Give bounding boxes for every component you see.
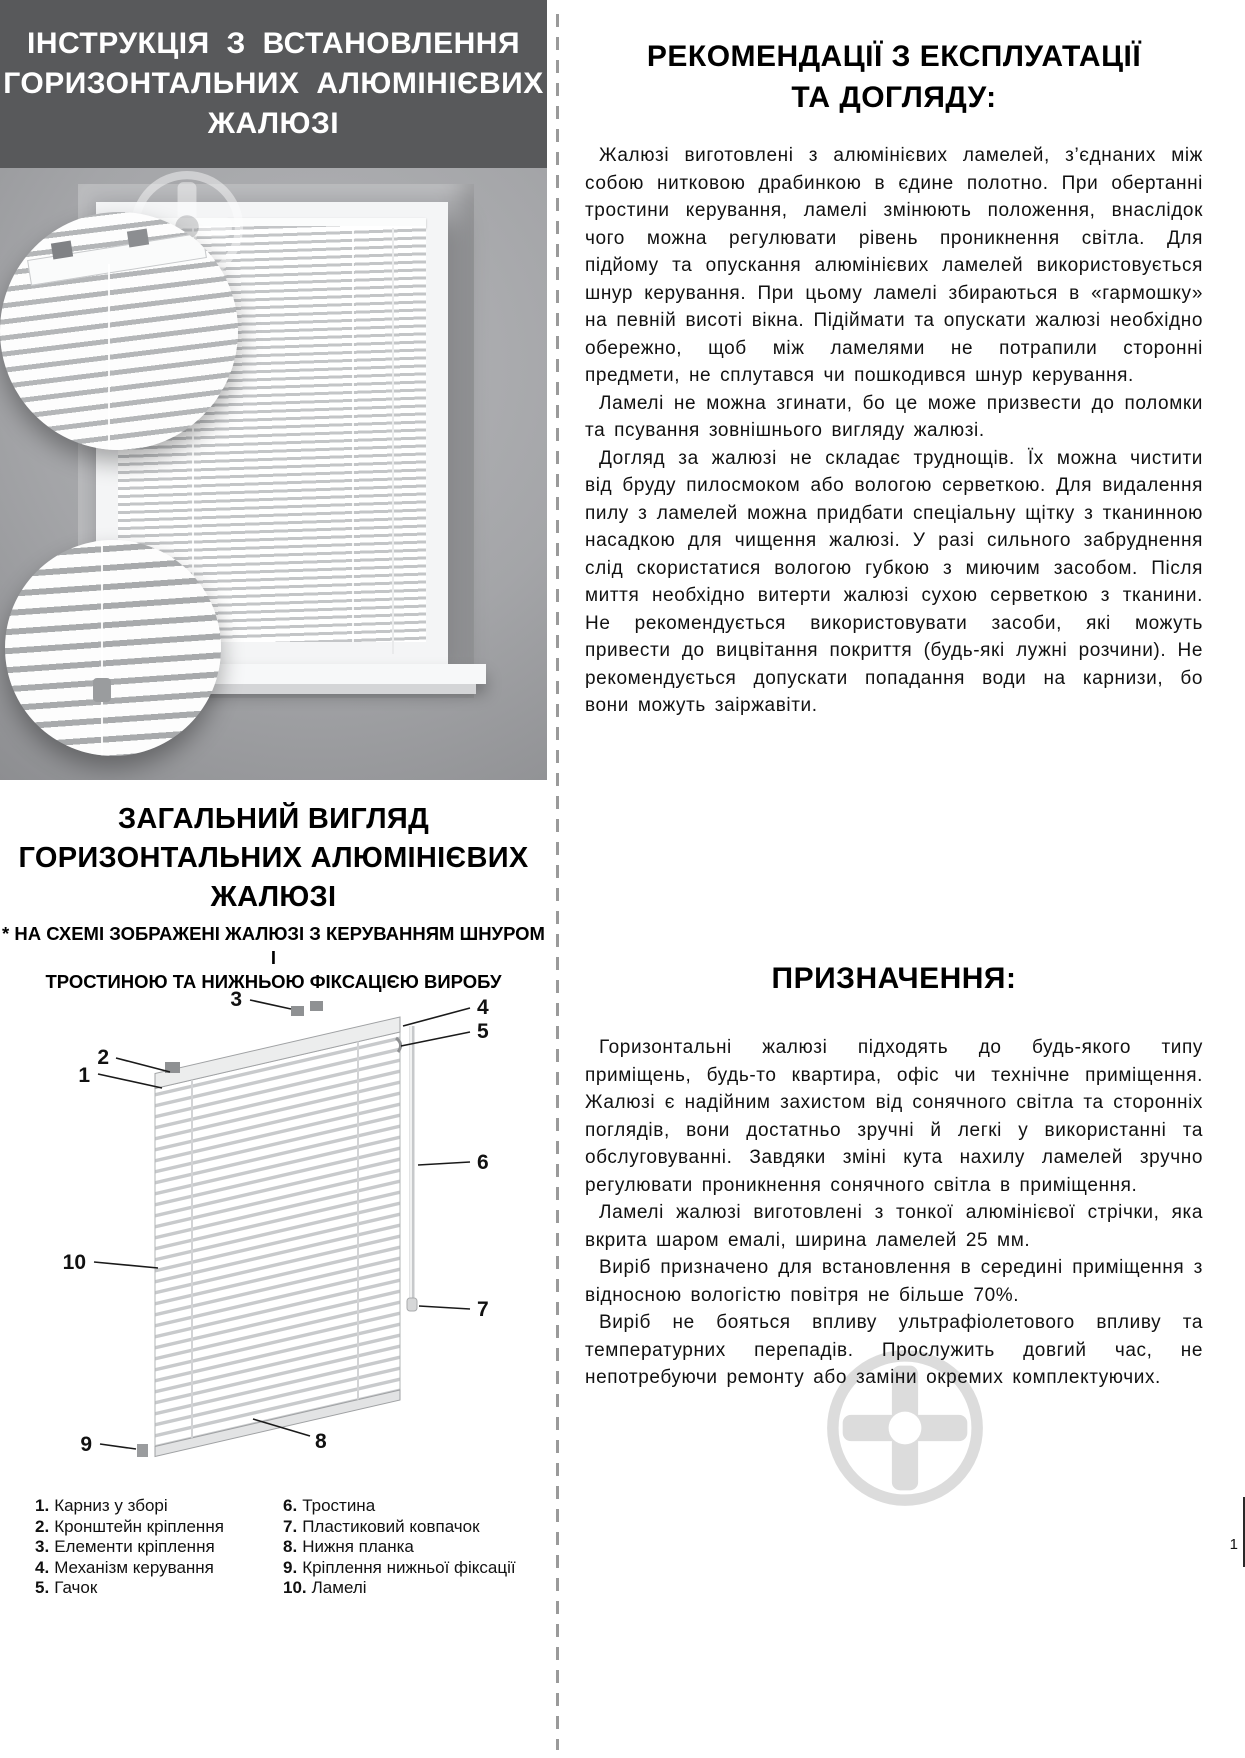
- header-line: ІНСТРУКЦІЯ З ВСТАНОВЛЕННЯ: [26, 27, 521, 60]
- legend-number: 8.: [283, 1537, 298, 1556]
- care-paragraph: Жалюзі виготовлені з алюмінієвих ламелей, з’єднаних між собою нитковою драбинкою в єдине полотно. При обертанні тростини керування, ламелі змінюють положення, внаслідок чого можна регулювати рівень проникнення світла. Для підйому та опускання алюмінієвих ламелей використовується шнур керування. При цьому ламелі збираються в «гармошку» на певній висоті вікна. Підіймати та опускати жалюзі необхідно обережно, щоб між ламелями не потрапили сторонні предмети, не сплутався чи пошкодився шнур керування.: [585, 145, 1203, 386]
- purpose-section-text: [585, 1034, 1203, 1392]
- blinds-diagram-drawing: [10, 976, 525, 1501]
- legend-item: [283, 1578, 531, 1599]
- callout-number-1: 1: [78, 1064, 90, 1087]
- purpose-paragraph: Виріб не бояться впливу ультрафіолетового впливу та температурних перепадів. Прослужить довгий час, не непотребуючи ремонту або заміни окремих комплектуючих.: [585, 1312, 1203, 1388]
- legend-label: Тростина: [302, 1496, 376, 1515]
- legend-label: Кріплення нижньої фіксації: [302, 1557, 516, 1577]
- overview-note-line: ТРОСТИНОЮ ТА НИЖНЬОЮ ФІКСАЦІЄЮ ВИРОБУ: [45, 971, 502, 992]
- purpose-paragraph: Горизонтальні жалюзі підходять до будь-якого типу приміщень, будь-то квартира, офіс чи технічне приміщення. Жалюзі є надійним захистом від сонячного світла та сторонніх поглядів, вони достатньо зручні й легкі у використанні та обслуговуванні. Завдяки зміні кута нахилу ламелей зручно регулювати проникнення сонячного світла в приміщення.: [585, 1037, 1203, 1196]
- legend-label: Карниз у зборі: [54, 1496, 168, 1515]
- legend-item: [283, 1517, 531, 1538]
- inset-cord: [101, 540, 103, 756]
- overview-title-line: ЖАЛЮЗІ: [210, 881, 337, 913]
- legend-item: [35, 1517, 283, 1538]
- legend-number: 4.: [35, 1557, 50, 1577]
- callout-number-9: 9: [80, 1433, 92, 1456]
- care-title-line: РЕКОМЕНДАЦІЇ З ЕКСПЛУАТАЦІЇ: [646, 40, 1142, 73]
- header-line: ЖАЛЮЗІ: [207, 107, 340, 140]
- legend-item: [35, 1578, 283, 1599]
- care-title-line: ТА ДОГЛЯДУ:: [791, 81, 997, 114]
- bracket-icon: [127, 229, 149, 248]
- callout-number-7: 7: [477, 1298, 489, 1321]
- legend-number: 7.: [283, 1516, 298, 1536]
- purpose-paragraph: Виріб призначено для встановлення в середині приміщення з відносною вологістю повітря не більше 70%.: [585, 1257, 1203, 1306]
- mount-element-icon: [310, 1001, 323, 1011]
- callout-line-10: [94, 1262, 158, 1268]
- legend-item: [35, 1537, 283, 1558]
- legend-item: [283, 1537, 531, 1558]
- legend-number: 2.: [35, 1516, 50, 1536]
- callout-line-3: [250, 1000, 291, 1009]
- legend-number: 1.: [35, 1496, 50, 1515]
- overview-title-line: ГОРИЗОНТАЛЬНИХ АЛЮМІНІЄВИХ: [18, 842, 529, 874]
- blinds-diagram: [10, 976, 525, 1501]
- header-line: ГОРИЗОНТАЛЬНИХ АЛЮМІНІЄВИХ: [3, 67, 544, 100]
- legend-label: Механізм керування: [54, 1557, 214, 1577]
- legend-number: 3.: [35, 1537, 50, 1556]
- legend-label: Нижня планка: [302, 1537, 414, 1556]
- legend-item: [283, 1496, 531, 1517]
- legend-number: 5.: [35, 1578, 50, 1597]
- callout-line-2: [116, 1058, 170, 1072]
- care-paragraph: Ламелі не можна згинати, бо це може призвести до поломки та псування зовнішнього вигляду жалюзі.: [585, 392, 1203, 441]
- overview-note-line: * НА СХЕМІ ЗОБРАЖЕНІ ЖАЛЮЗІ З КЕРУВАННЯМ ШНУРОМ І: [2, 923, 545, 968]
- bottom-fixation-icon: [137, 1444, 148, 1457]
- care-section-title: [585, 36, 1203, 118]
- wand-icon: [407, 1026, 417, 1311]
- inset-cord: [108, 264, 110, 450]
- installation-header: [0, 0, 547, 168]
- callout-number-10: 10: [62, 1251, 86, 1274]
- callout-line-6: [418, 1162, 470, 1165]
- legend-label: Ламелі: [311, 1578, 367, 1597]
- purpose-section-title: ПРИЗНАЧЕННЯ:: [771, 962, 1017, 995]
- care-paragraph: Догляд за жалюзі не складає труднощів. Їх можна чистити від бруду пилосмоком або вологою серветкою. Для видалення пилу з ламелей можна придбати спеціальну щітку з тканинною насадкою для чищення жалюзі. У разі сильного забруднення слід скористатися вологою губкою з миючим засобом. Після миття необхідно витерти жалюзі сухою серветкою з тканини. Не рекомендується використовувати засоби, які можуть привести до вицвітання покриття (будь-які лужні розчини). Не рекомендується допускати попадання води на карнизи, бо вони можуть заіржавіти.: [585, 447, 1203, 716]
- slat-stack: [155, 1017, 400, 1457]
- legend-item: [35, 1558, 283, 1579]
- callout-number-4: 4: [477, 996, 489, 1019]
- legend-column-1: [35, 1496, 283, 1599]
- legend-label: Елементи кріплення: [54, 1537, 215, 1556]
- legend-label: Пластиковий ковпачок: [302, 1516, 480, 1536]
- legend-label: Гачок: [54, 1578, 98, 1597]
- callout-number-3: 3: [230, 988, 242, 1011]
- legend-number: 6.: [283, 1496, 298, 1515]
- zoom-inset-top: [0, 212, 238, 450]
- callout-line-4: [403, 1008, 470, 1026]
- legend-item: [283, 1558, 531, 1579]
- window-photo: [0, 168, 547, 780]
- lift-cord: [392, 228, 394, 654]
- legend-number: 10.: [283, 1578, 307, 1597]
- legend-item: [35, 1496, 283, 1517]
- zoom-inset-bottom: [5, 540, 221, 756]
- bracket-icon: [51, 241, 73, 260]
- mount-element-icon: [291, 1006, 304, 1016]
- care-section-text: [585, 142, 1203, 720]
- callout-number-8: 8: [315, 1430, 327, 1453]
- overview-title: [0, 800, 547, 917]
- column-divider: [556, 14, 559, 1750]
- legend-number: 9.: [283, 1557, 298, 1577]
- callout-line-1: [98, 1074, 162, 1088]
- callout-number-6: 6: [477, 1151, 489, 1174]
- overview-title-line: ЗАГАЛЬНИЙ ВИГЛЯД: [117, 803, 430, 835]
- purpose-paragraph: Ламелі жалюзі виготовлені з тонкої алюмінієвої стрічки, яка вкрита шаром емалі, ширина ламелей 25 мм.: [585, 1202, 1203, 1251]
- callout-number-2: 2: [97, 1046, 109, 1069]
- page-number: 1: [1229, 1536, 1238, 1553]
- legend-label: Кронштейн кріплення: [54, 1516, 224, 1536]
- callout-line-7: [419, 1306, 470, 1309]
- callout-number-5: 5: [477, 1020, 489, 1043]
- parts-legend: [35, 1496, 547, 1599]
- ladder-cord: [352, 226, 354, 642]
- callout-line-9: [100, 1444, 136, 1449]
- bottom-fixation-icon: [93, 678, 111, 702]
- legend-column-2: [283, 1496, 531, 1599]
